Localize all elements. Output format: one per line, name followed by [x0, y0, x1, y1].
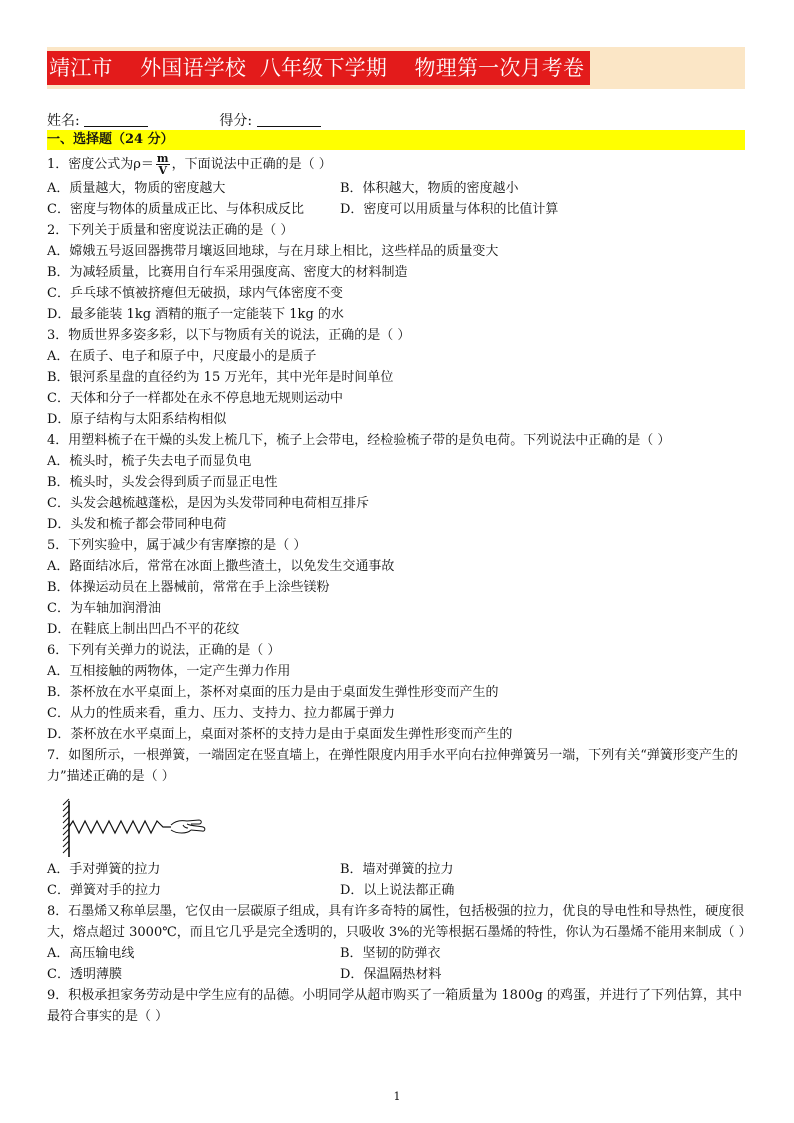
option-a[interactable]: A．在质子、电子和原子中，尺度最小的是质子 [47, 349, 317, 364]
question-6 [47, 640, 747, 745]
option-a[interactable]: A．嫦娥五号返回器携带月壤返回地球，与在月球上相比，这些样品的质量变大 [47, 244, 499, 259]
question-stem: 2．下列关于质量和密度说法正确的是（ ） [47, 223, 294, 238]
question-4 [47, 430, 747, 535]
wall-icon [63, 799, 69, 857]
option-row [47, 943, 747, 964]
question-5 [47, 535, 747, 640]
option-d[interactable]: D．密度可以用质量与体积的比值计算 [340, 202, 559, 217]
option-d[interactable]: D．茶杯放在水平桌面上，桌面对茶杯的支持力是由于桌面发生弹性形变而产生的 [47, 727, 513, 742]
option-a[interactable]: A．手对弹簧的拉力 [47, 862, 161, 877]
density-fraction: $\frac{m}{V}$ [156, 152, 169, 177]
option-c[interactable]: C．头发会越梳越蓬松，是因为头发带同种电荷相互排斥 [47, 496, 369, 511]
question-stem: 7．如图所示，一根弹簧，一端固定在竖直墙上，在弹性限度内用手水平向右拉伸弹簧另一端，下列有关“弹簧形变产生的力”描述正确的是（ ） [47, 748, 738, 784]
question-stem: 3．物质世界多姿多彩，以下与物质有关的说法，正确的是（ ） [47, 328, 411, 343]
option-a[interactable]: A．质量越大，物质的密度越大 [47, 181, 226, 196]
option-d[interactable]: D．在鞋底上制出凹凸不平的花纹 [47, 622, 240, 637]
question-stem: 9．积极承担家务劳动是中学生应有的品德。小明同学从超市购买了一箱质量为 1800g 的鸡蛋，并进行了下列估算，其中最符合事实的是（ ） [47, 988, 742, 1024]
option-a[interactable]: A．路面结冰后，常常在冰面上撒些渣土，以免发生交通事故 [47, 559, 395, 574]
question-list [47, 152, 752, 1027]
option-b[interactable]: B．体操运动员在上器械前，常常在手上涂些镁粉 [47, 580, 330, 595]
header-banner [47, 47, 745, 89]
question-9 [47, 985, 747, 1027]
option-row [47, 859, 747, 880]
option-b[interactable]: B．银河系星盘的直径约为 15 万光年，其中光年是时间单位 [47, 370, 394, 385]
option-b[interactable]: B．体积越大，物质的密度越小 [340, 181, 519, 196]
option-c[interactable]: C．透明薄膜 [47, 967, 122, 982]
score-blank[interactable] [257, 112, 321, 127]
option-row [47, 178, 747, 199]
option-row [47, 199, 747, 220]
score-label: 得分: [219, 113, 253, 129]
option-c[interactable]: C．为车轴加润滑油 [47, 601, 161, 616]
option-a[interactable]: A．互相接触的两物体，一定产生弹力作用 [47, 664, 291, 679]
option-c[interactable]: C．从力的性质来看，重力、压力、支持力、拉力都属于弹力 [47, 706, 395, 721]
option-d[interactable]: D．头发和梳子都会带同种电荷 [47, 517, 227, 532]
option-row [47, 964, 747, 985]
question-stem: 6．下列有关弹力的说法，正确的是（ ） [47, 643, 281, 658]
option-b[interactable]: B．墙对弹簧的拉力 [340, 862, 454, 877]
question-1 [47, 152, 747, 220]
option-d[interactable]: D．以上说法都正确 [340, 883, 455, 898]
option-a[interactable]: A．高压输电线 [47, 946, 135, 961]
option-d[interactable]: D．最多能装 1kg 酒精的瓶子一定能装下 1kg 的水 [47, 307, 344, 322]
spring-diagram [59, 787, 219, 859]
question-stem: 8．石墨烯又称单层墨，它仅由一层碳原子组成，具有许多奇特的属性，包括极强的拉力，优良的导电性和导热性，硬度很大，熔点超过 3000℃，而且它几乎是完全透明的，只吸收 3%的光等根据石墨烯的特性，你认为石墨烯不能用来制成（ ） [47, 904, 752, 940]
option-c[interactable]: C．密度与物体的质量成正比、与体积成反比 [47, 202, 304, 217]
spring-icon [69, 821, 171, 833]
option-c[interactable]: C．天体和分子一样都处在永不停息地无规则运动中 [47, 391, 343, 406]
question-8 [47, 901, 752, 985]
option-b[interactable]: B．为减轻质量，比赛用自行车采用强度高、密度大的材料制造 [47, 265, 408, 280]
question-stem: 4．用塑料梳子在干燥的头发上梳几下，梳子上会带电，经检验梳子带的是负电荷。下列说法中正确的是（ ） [47, 433, 671, 448]
question-stem: 5．下列实验中，属于减少有害摩擦的是（ ） [47, 538, 307, 553]
hand-icon [171, 820, 205, 833]
exam-title: 靖江市 外国语学校 八年级下学期 物理第一次月考卷 [47, 51, 590, 85]
option-row [47, 880, 747, 901]
section-heading: 一、选择题（24 分） [47, 130, 745, 150]
spring-figure [47, 787, 747, 859]
name-label: 姓名: [47, 113, 80, 129]
option-a[interactable]: A．梳头时，梳子失去电子而显负电 [47, 454, 252, 469]
question-3 [47, 325, 747, 430]
option-b[interactable]: B．坚韧的防弹衣 [340, 946, 441, 961]
page-number: 1 [393, 1090, 401, 1103]
student-info [47, 110, 321, 130]
option-d[interactable]: D．保温隔热材料 [340, 967, 442, 982]
question-stem: 1．密度公式为ρ＝ $\frac{m}{V}$ ，下面说法中正确的是（ ） [47, 152, 332, 177]
question-7 [47, 745, 747, 901]
option-b[interactable]: B．茶杯放在水平桌面上，茶杯对桌面的压力是由于桌面发生弹性形变而产生的 [47, 685, 499, 700]
option-d[interactable]: D．原子结构与太阳系结构相似 [47, 412, 227, 427]
option-c[interactable]: C．乒乓球不慎被挤瘪但无破损，球内气体密度不变 [47, 286, 343, 301]
question-2 [47, 220, 747, 325]
option-b[interactable]: B．梳头时，头发会得到质子而显正电性 [47, 475, 278, 490]
option-c[interactable]: C．弹簧对手的拉力 [47, 883, 161, 898]
name-blank[interactable] [84, 112, 148, 127]
